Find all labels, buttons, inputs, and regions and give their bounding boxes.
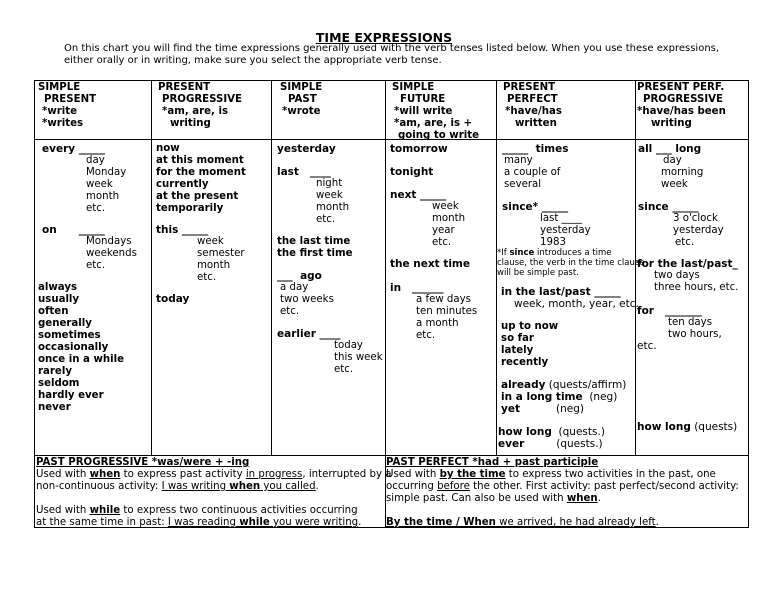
next-list: week month year etc. (432, 201, 466, 248)
past-perfect-heading: PAST PERFECT *had + past participle (386, 457, 599, 468)
up-to-now-list: up to now so far lately recently (501, 321, 559, 368)
next-label: next _____ (390, 189, 447, 201)
since-star-label: since* _____ (502, 201, 569, 213)
yet-line: yet (neg) (501, 403, 584, 415)
already-line: already (quests/affirm) (501, 379, 627, 391)
past-perfect-line-1: Used with by the time to express two activities in the past, one (386, 469, 716, 480)
tonight-label: tonight (390, 166, 434, 178)
every-label: every _____ (42, 143, 106, 155)
next-time-label: the next time (390, 258, 470, 270)
past-progressive-line-2: non-continuous activity: I was writing when you called. (36, 481, 319, 492)
tomorrow-label: tomorrow (390, 143, 448, 155)
long-time-line: in a long time (neg) (501, 391, 618, 403)
last-list: night week month etc. (316, 178, 350, 225)
ago-list: a day two weeks etc. (280, 282, 334, 317)
header-present-perfect: PRESENT PERFECT *have/has written (503, 82, 562, 129)
for-last-past-label: for the last/past_ (637, 258, 738, 270)
last-first-time: the last time the first time (277, 236, 353, 259)
frequency-adverbs: always usually often generally sometimes occasionally once in a while rarely seldom hardly ever never (38, 282, 125, 413)
on-label: on _____ (42, 224, 105, 236)
header-present-progressive: PRESENT PROGRESSIVE *am, are, is writing (158, 82, 242, 129)
since-label: since _____ (638, 201, 699, 213)
past-progressive-line-1: Used with when to express past activity in progress, interrupted by a (36, 469, 392, 480)
yesterday-label: yesterday (277, 143, 336, 155)
for-list: ten days two hours, (668, 317, 722, 340)
earlier-label: earlier ____ (277, 328, 341, 340)
last-label: last ____ (277, 166, 331, 178)
past-perfect-example: By the time / When we arrived, he had already left. (386, 517, 659, 528)
ever-line: ever (quests.) (498, 438, 603, 450)
on-list: Mondays weekends etc. (86, 236, 137, 271)
for-etc: etc. (637, 340, 657, 352)
in-list: a few days ten minutes a month etc. (416, 294, 478, 341)
intro-text (64, 43, 724, 67)
since-footnote: *If since introduces a time clause, the verb in the time clause will be simple past. (497, 248, 645, 278)
past-progressive-line-4: at the same time in past: I was reading while you were writing. (36, 517, 362, 528)
past-progressive-heading: PAST PROGRESSIVE *was/were + -ing (36, 457, 250, 468)
header-simple-present: SIMPLE PRESENT *write *writes (38, 82, 97, 129)
in-last-past-list: week, month, year, etc. (514, 298, 639, 310)
every-list: day Monday week month etc. (86, 155, 127, 214)
this-label: this _____ (156, 224, 209, 236)
in-label: in ______ (390, 282, 444, 294)
header-simple-past: SIMPLE PAST *wrote (280, 82, 323, 117)
how-long-line-2: how long (quests) (637, 421, 738, 433)
past-progressive-section (36, 457, 392, 529)
intro-line-1: On this chart you will find the time expressions generally used with the verb tenses listed below. When you use these expressions, (64, 43, 720, 54)
all-list: day morning week (661, 155, 704, 190)
today-label: today (156, 293, 190, 305)
this-list: week semester month etc. (197, 236, 245, 283)
since-list: last ____ yesterday 1983 (540, 213, 591, 248)
header-present-perfect-progressive: PRESENT PERF. PROGRESSIVE *have/has been writing (637, 82, 726, 129)
for-last-past-list: two days three hours, etc. (654, 270, 739, 293)
since-list-2: 3 o'clock yesterday etc. (673, 213, 724, 248)
times-label: _____ times (502, 143, 569, 155)
for-label: for _______ (637, 305, 702, 317)
past-progressive-line-3: Used with while to express two continuous activities occurring (36, 505, 358, 516)
now-expressions: now at this moment for the moment currently at the present temporarily (156, 143, 246, 214)
past-perfect-line-3: simple past. Can also be used with when. (386, 493, 601, 504)
earlier-list: today this week etc. (334, 340, 383, 375)
times-list: many a couple of several (504, 155, 561, 190)
past-perfect-section (386, 457, 746, 529)
page-title: TIME EXPRESSIONS (315, 30, 453, 45)
all-long-label: all ___ long (638, 143, 702, 155)
ago-label: ___ ago (277, 270, 322, 282)
intro-line-2: either orally or in writing, make sure you select the appropriate verb tense. (64, 55, 442, 66)
in-last-past-label: in the last/past _____ (501, 286, 621, 298)
past-perfect-line-2: occurring before the other. First activity: past perfect/second activity: (386, 481, 739, 492)
how-long-line: how long (quests.) (498, 426, 605, 438)
header-simple-future: SIMPLE FUTURE *will write *am, are, is + going to write (392, 82, 479, 141)
